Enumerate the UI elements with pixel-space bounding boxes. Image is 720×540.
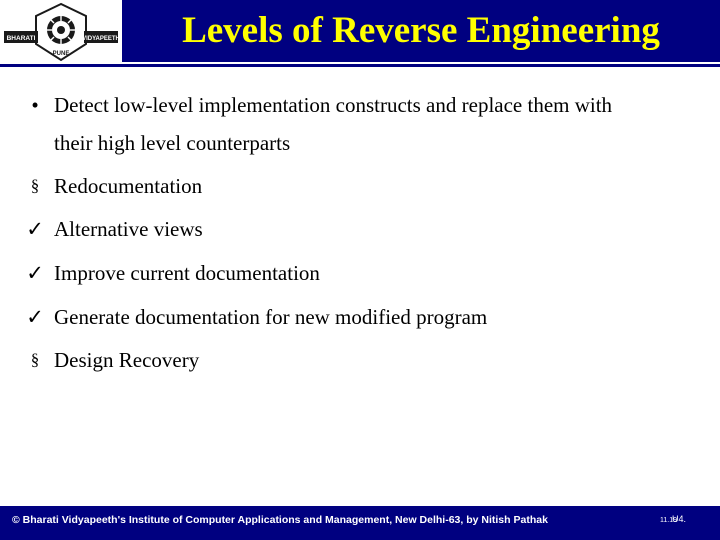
section-marker: § — [30, 176, 40, 195]
bullet-text-continuation: their high level counterparts — [54, 131, 291, 155]
bullet-text: Redocumentation — [54, 174, 203, 198]
bullet-text: Improve current documentation — [54, 261, 320, 285]
bullet-text: Alternative views — [54, 217, 203, 241]
slide-footer — [0, 506, 720, 540]
logo-bottom-text: PUNE — [52, 51, 70, 57]
bullet-text: Detect low-level implementation constructs and replace them with — [54, 93, 613, 117]
bullet-text: Generate documentation for new modified program — [54, 305, 488, 329]
footer-copyright: © Bharati Vidyapeeth's Institute of Computer Applications and Management, New Delhi-63, by Nitish Pathak — [12, 514, 548, 526]
checkmark-icon: ✓ — [26, 261, 44, 285]
page-title: Levels of Reverse Engineering — [182, 10, 660, 51]
footer-date: 11.19 — [660, 517, 677, 524]
page-number: U4. — [672, 514, 687, 524]
section-marker: § — [30, 350, 40, 369]
logo-right-text: VIDYAPEETH — [82, 36, 120, 42]
checkmark-icon: ✓ — [26, 305, 44, 329]
bullet-text: Design Recovery — [54, 348, 200, 372]
bullet-marker: • — [31, 93, 39, 117]
logo-left-text: BHARATI — [6, 35, 36, 42]
checkmark-icon: ✓ — [26, 217, 44, 241]
